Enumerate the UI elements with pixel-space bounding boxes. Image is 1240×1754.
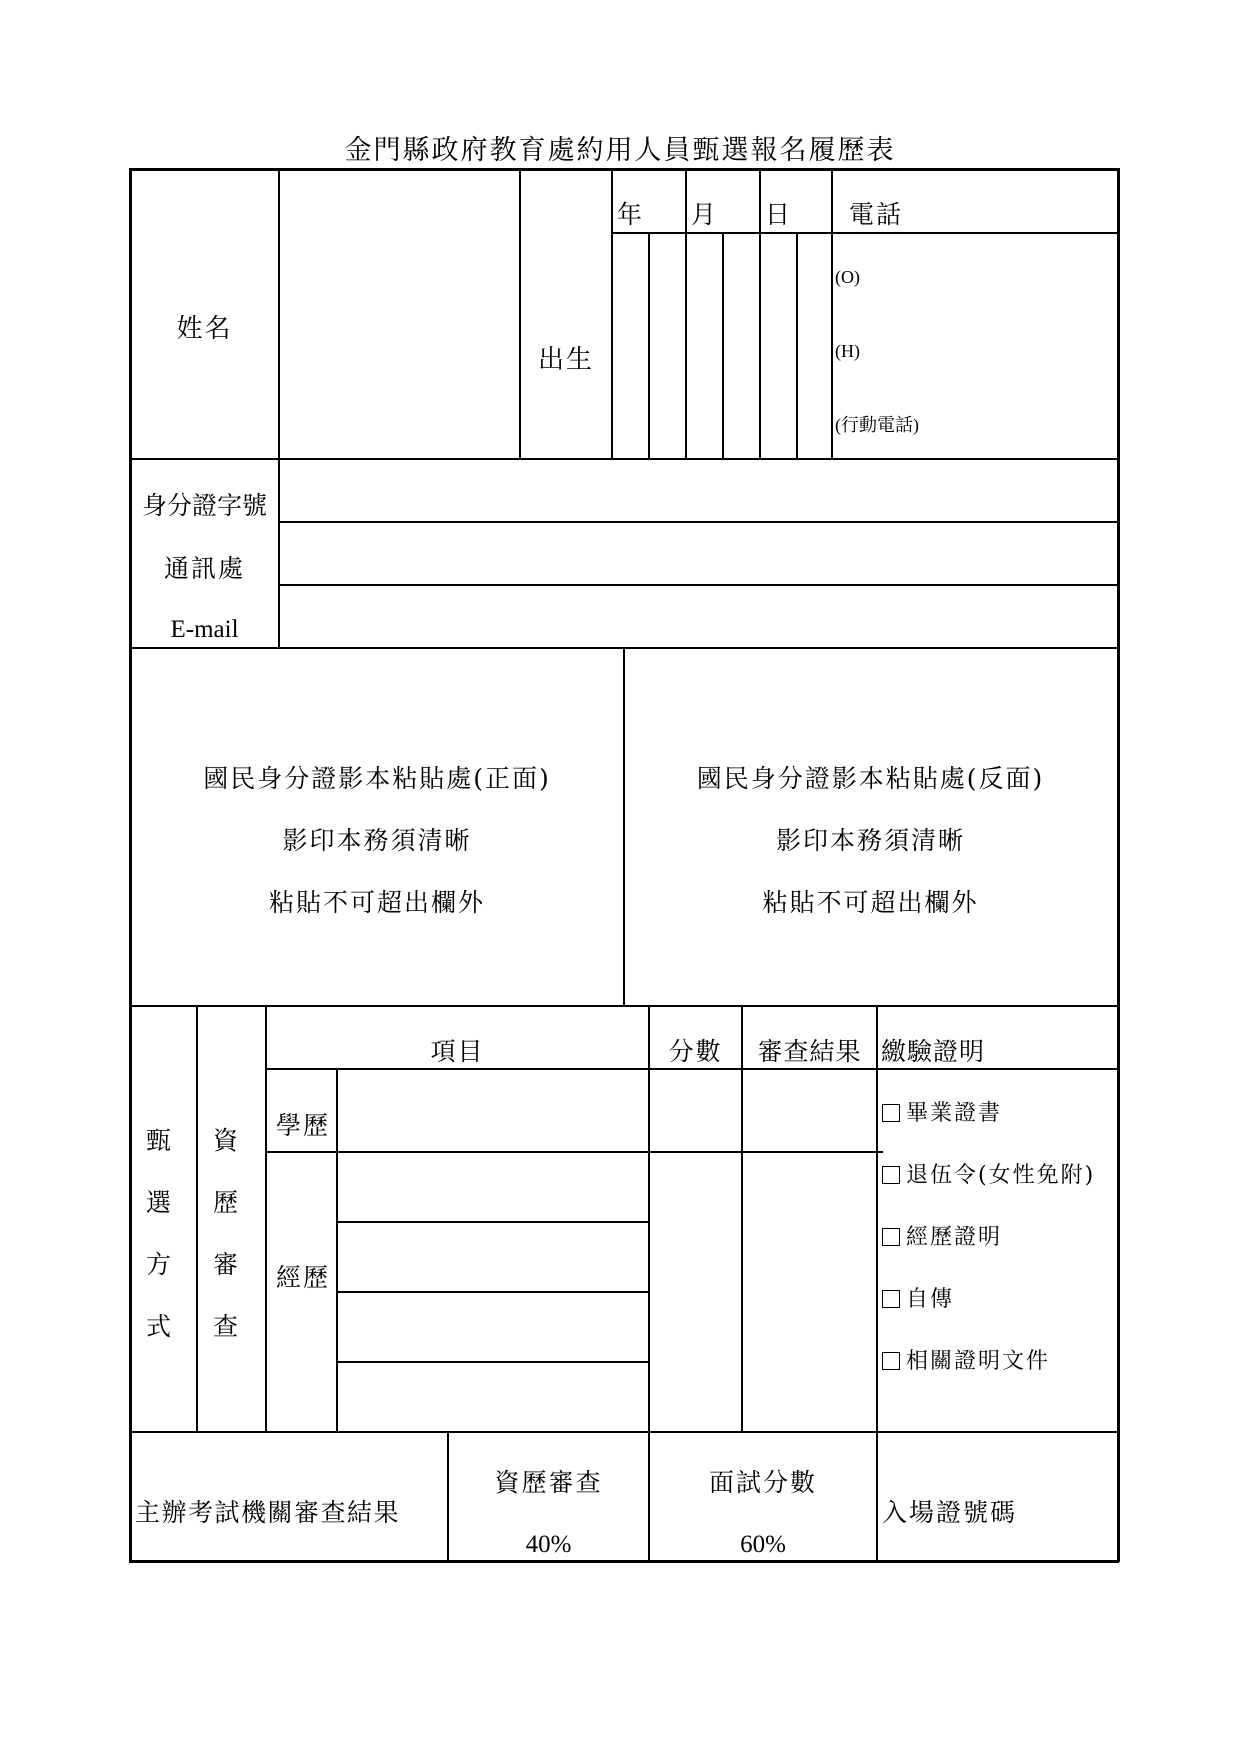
education-score-field[interactable] bbox=[650, 1070, 740, 1150]
selection-method-char-2: 選 bbox=[146, 1188, 172, 1217]
birth-day-digit-1[interactable] bbox=[761, 234, 795, 457]
experience-field-2[interactable] bbox=[338, 1223, 647, 1290]
email-field[interactable] bbox=[281, 586, 1116, 646]
doc-checkbox-experience-cert[interactable] bbox=[882, 1228, 900, 1246]
birth-month-digit-2[interactable] bbox=[724, 234, 758, 457]
doc-label-related-docs: 相關證明文件 bbox=[906, 1349, 1051, 1374]
organizer-review-label: 主辦考試機關審查結果 bbox=[135, 1498, 401, 1527]
birth-year-digit-1[interactable] bbox=[613, 234, 647, 457]
experience-label: 經歷 bbox=[276, 1263, 331, 1292]
name-field[interactable] bbox=[281, 170, 518, 457]
id-copy-front-note-boundary: 粘貼不可超出欄外 bbox=[268, 888, 485, 917]
selection-method-char-3: 方 bbox=[146, 1250, 172, 1279]
qualification-review-char-1: 資 bbox=[213, 1126, 239, 1155]
qualification-review-char-4: 查 bbox=[213, 1312, 239, 1341]
id-number-field[interactable] bbox=[281, 460, 1116, 520]
birth-year-digit-2[interactable] bbox=[650, 234, 684, 457]
admission-number-field[interactable] bbox=[1020, 1433, 1115, 1559]
id-number-label: 身分證字號 bbox=[141, 491, 267, 520]
doc-checkbox-autobiography[interactable] bbox=[882, 1290, 900, 1308]
doc-checkbox-related-docs[interactable] bbox=[882, 1352, 900, 1370]
id-copy-back-area[interactable] bbox=[625, 649, 1116, 1004]
experience-score-field[interactable] bbox=[650, 1153, 740, 1430]
education-label: 學歷 bbox=[276, 1111, 331, 1140]
experience-field-4[interactable] bbox=[338, 1363, 647, 1430]
experience-result-field[interactable] bbox=[743, 1153, 875, 1430]
address-label: 通訊處 bbox=[163, 554, 245, 583]
doc-label-autobiography: 自傳 bbox=[906, 1287, 955, 1312]
name-label: 姓名 bbox=[176, 314, 233, 344]
header-score: 分數 bbox=[668, 1037, 723, 1066]
page-title: 金門縣政府教育處約用人員甄選報名履歷表 bbox=[344, 135, 896, 166]
qualification-review-weight: 40% bbox=[525, 1531, 572, 1558]
experience-field-3[interactable] bbox=[338, 1293, 647, 1360]
doc-checkbox-discharge[interactable] bbox=[882, 1166, 900, 1184]
qualification-review-char-3: 審 bbox=[213, 1250, 239, 1279]
birth-day-digit-2[interactable] bbox=[798, 234, 830, 457]
phone-home-label: (H) bbox=[835, 341, 860, 361]
header-result: 審查結果 bbox=[757, 1037, 862, 1066]
birth-month-digit-1[interactable] bbox=[687, 234, 721, 457]
birth-year-label: 年 bbox=[617, 200, 645, 229]
phone-mobile-label: (行動電話) bbox=[835, 415, 919, 435]
id-copy-back-note-boundary: 粘貼不可超出欄外 bbox=[762, 888, 979, 917]
id-copy-front-title: 國民身分證影本粘貼處(正面) bbox=[203, 764, 551, 793]
doc-label-discharge: 退伍令(女性免附) bbox=[906, 1163, 1096, 1188]
phone-label: 電話 bbox=[849, 200, 904, 229]
birth-month-label: 月 bbox=[691, 200, 719, 229]
experience-field-1[interactable] bbox=[338, 1153, 647, 1220]
address-field[interactable] bbox=[281, 523, 1116, 583]
selection-method-char-4: 式 bbox=[146, 1312, 172, 1341]
education-result-field[interactable] bbox=[743, 1070, 875, 1150]
birth-label: 出生 bbox=[537, 345, 594, 375]
id-copy-front-area[interactable] bbox=[132, 649, 622, 1004]
interview-score-weight: 60% bbox=[740, 1531, 786, 1558]
email-label: E-mail bbox=[170, 616, 239, 643]
doc-label-experience-cert: 經歷證明 bbox=[906, 1225, 1003, 1250]
phone-office-label: (O) bbox=[835, 267, 860, 287]
header-documents: 繳驗證明 bbox=[881, 1037, 986, 1066]
interview-score-label: 面試分數 bbox=[708, 1468, 817, 1497]
education-field[interactable] bbox=[338, 1070, 647, 1150]
doc-label-diploma: 畢業證書 bbox=[906, 1101, 1003, 1126]
id-copy-front-note-clear: 影印本務須清晰 bbox=[282, 826, 472, 855]
id-copy-back-note-clear: 影印本務須清晰 bbox=[775, 826, 965, 855]
doc-checkbox-diploma[interactable] bbox=[882, 1104, 900, 1122]
admission-number-label: 入場證號碼 bbox=[882, 1498, 1018, 1527]
id-copy-back-title: 國民身分證影本粘貼處(反面) bbox=[696, 764, 1045, 793]
selection-method-char-1: 甄 bbox=[146, 1126, 172, 1155]
birth-day-label: 日 bbox=[765, 200, 793, 229]
qualification-review-weight-label: 資歷審查 bbox=[494, 1468, 603, 1497]
qualification-review-char-2: 歷 bbox=[213, 1188, 239, 1217]
header-item: 項目 bbox=[430, 1037, 485, 1066]
